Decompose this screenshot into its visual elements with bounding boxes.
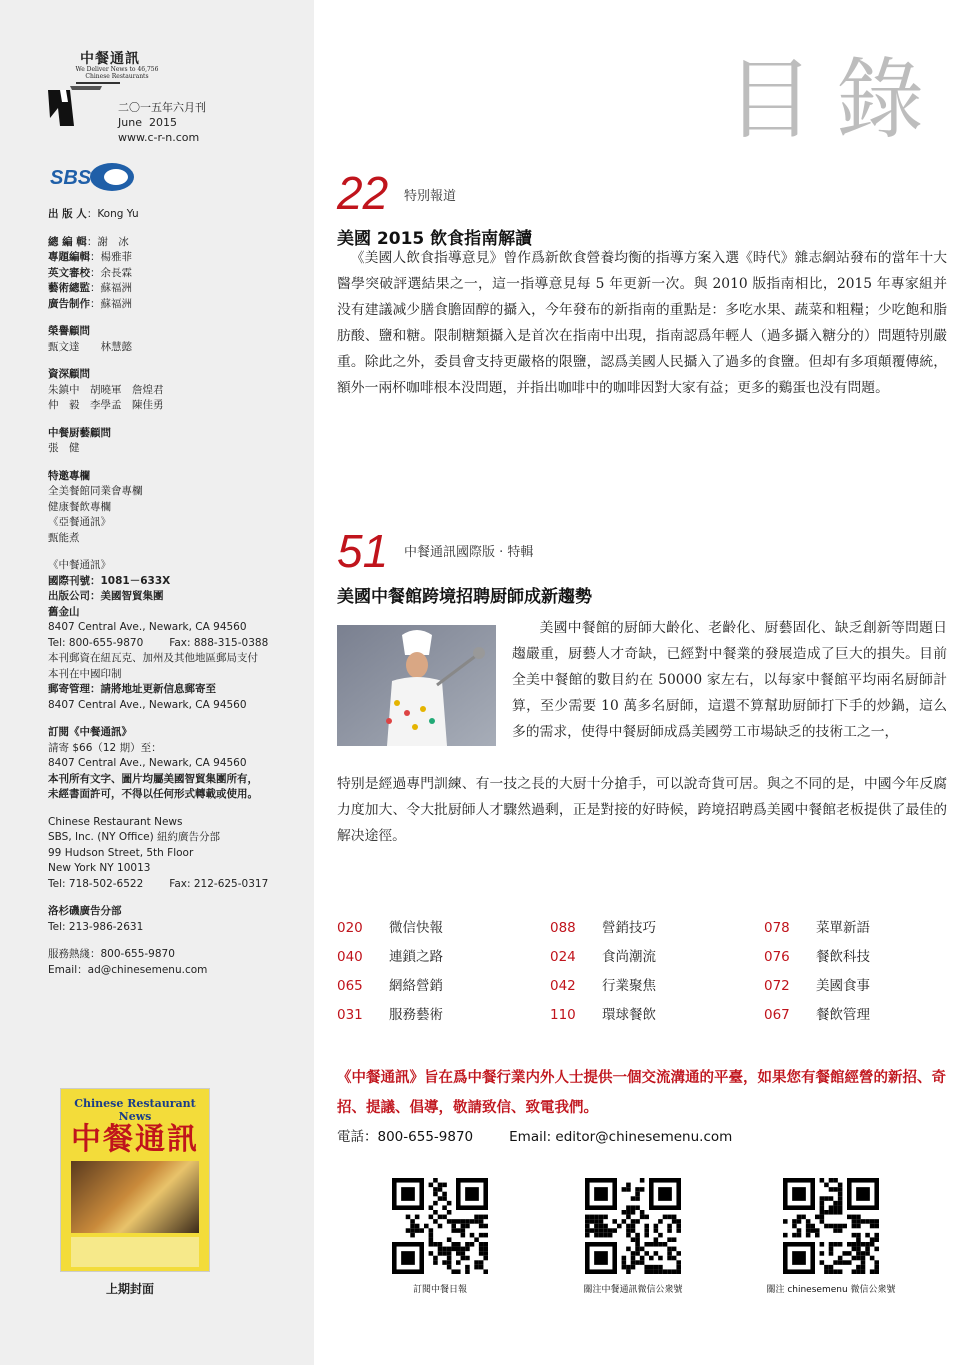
toc-entry[interactable] [550, 945, 656, 965]
toc-label: 美國食事 [816, 978, 870, 994]
qr-caption: 關注中餐通訊微信公衆號 [583, 1285, 683, 1295]
subscription-title: 訂閱《中餐通訊》 [48, 726, 132, 738]
qr-block-2 [585, 1178, 703, 1295]
toc-label: 服務藝術 [389, 1007, 443, 1023]
senior-names-2: 仲 毅 李學孟 陳佳勇 [48, 399, 164, 411]
toc-page-number: 042 [550, 978, 576, 994]
column-item: 甄能煮 [48, 531, 80, 544]
qr-block-1 [392, 1178, 488, 1295]
toc-label: 餐飲科技 [816, 949, 870, 965]
publisher-row: 出 版 人：Kong Yu [48, 208, 139, 220]
column-item: 健康餐飲專欄 [48, 500, 111, 513]
toc-page-number: 072 [764, 978, 790, 994]
print-note: 本刊在中國印制 [48, 667, 122, 680]
column-item: 《亞餐通訊》 [48, 516, 111, 528]
previous-cover-caption: 上期封面 [106, 1282, 155, 1296]
toc-page-number: 031 [337, 1007, 363, 1023]
qr-caption: 關注 chinesemenu 微信公衆號 [766, 1285, 896, 1295]
issue-date-en [118, 115, 206, 130]
magazine-logo-title: 中餐通訊 [80, 51, 140, 67]
staff-row: 英文審校：余長霖 [48, 266, 132, 279]
toc-entry[interactable] [764, 945, 870, 965]
magazine-name: 《中餐通訊》 [48, 559, 111, 571]
la-title: 洛杉磯廣告分部 [48, 905, 122, 917]
chef-title: 中餐厨藝顧問 [48, 426, 111, 439]
logo-tagline-2: Chinese Restaurants [85, 73, 149, 80]
article2-page-number[interactable]: 51 [337, 525, 389, 577]
article1-title[interactable]: 美國 2015 飲食指南解讀 [337, 229, 533, 249]
article1-page-number[interactable]: 22 [337, 167, 389, 219]
toc-label: 環球餐飲 [602, 1007, 656, 1023]
staff-role: 總 編 輯 [48, 235, 87, 248]
toc-entry[interactable] [550, 916, 656, 936]
contact-email[interactable]: Email: editor@chinesemenu.com [509, 1129, 733, 1145]
issue-date-cn: 二〇一五年六月刊 [118, 101, 206, 114]
toc-label: 行業聚焦 [602, 978, 656, 994]
article1-section: 特別報道 [404, 189, 457, 204]
la-tel: Tel: 213-986-2631 [48, 920, 144, 933]
staff-name: 謝 冰 [97, 235, 129, 248]
toc-entry[interactable] [550, 1003, 656, 1023]
cover-title-cn: 中餐通訊 [71, 1122, 199, 1157]
article2-section: 中餐通訊國際版 · 特輯 [404, 545, 534, 560]
subscription-info [48, 725, 268, 803]
service-contact [48, 947, 268, 978]
honorary-names: 甄文達 林慧懿 [48, 340, 132, 353]
ny-tel: Tel: 718-502-6522 [48, 877, 144, 890]
toc-page-number: 078 [764, 920, 790, 936]
honorary-title: 榮譽顧問 [48, 325, 90, 337]
logo-tagline-1: We Deliver News to 46,756 [75, 66, 159, 73]
mail-label: 郵寄管理：請將地址更新信息郵寄至 [48, 683, 216, 695]
issue-info [118, 100, 206, 145]
toc-entry[interactable] [337, 916, 443, 936]
cover-photo [71, 1161, 199, 1233]
toc-label: 食尚潮流 [602, 949, 656, 965]
qr-block-3 [766, 1178, 916, 1295]
toc-label: 網絡營銷 [389, 978, 443, 994]
toc-label: 菜單新語 [816, 920, 870, 936]
issn: 國際刊號：1081－633X [48, 574, 171, 587]
staff-role: 專題編輯 [48, 251, 90, 263]
article2-body-side: 美國中餐館的厨師大齡化、老齡化、厨藝固化、缺乏創新等問題日趨嚴重，厨藝人才奇缺，已經對中餐業的發展造成了巨大的損失。目前全美中餐館的數目約在 50000 家左右，以每家中餐館平均兩名厨師計算，至少需要 10 萬多名厨師，這還不算幫助厨師打下手的炒鍋，這么多的需求，使得中餐厨師成爲美國勞工市場缺乏的技術工之一， [512, 620, 947, 740]
cover-title-en: Chinese Restaurant News [61, 1089, 209, 1123]
qr-code-icon[interactable] [585, 1178, 681, 1274]
toc-entry[interactable] [337, 974, 443, 994]
staff-list [48, 235, 268, 313]
publication-info [48, 558, 268, 713]
subscription-address: 8407 Central Ave., Newark, CA 94560 [48, 757, 247, 769]
toc-entry[interactable] [337, 1003, 443, 1023]
toc-page-number: 065 [337, 978, 363, 994]
sf-title: 舊金山 [48, 605, 80, 618]
chef-advisor [48, 426, 268, 457]
issue-month: June [118, 116, 142, 129]
staff-row: 藝術總監：蘇福洲 [48, 282, 132, 294]
toc-page-number: 040 [337, 949, 363, 965]
toc-label: 連鎖之路 [389, 949, 443, 965]
copyright-2: 未經書面許可，不得以任何形式轉載或使用。 [48, 788, 258, 800]
columns-title: 特邀專欄 [48, 469, 90, 482]
staff-role: 藝術總監 [48, 282, 90, 294]
special-columns [48, 469, 268, 547]
copyright-1: 本刊所有文字、圖片均屬美國智貿集團所有， [48, 772, 258, 785]
toc-entry[interactable] [550, 974, 656, 994]
sf-fax: Fax: 888-315-0388 [169, 636, 269, 649]
staff-role: 廣告制作 [48, 297, 90, 310]
toc-page-number: 088 [550, 920, 576, 936]
toc-page-number: 076 [764, 949, 790, 965]
senior-title: 資深顧問 [48, 368, 90, 380]
publisher-company: 出版公司：美國智貿集團 [48, 590, 164, 602]
publisher-name: Kong Yu [97, 208, 139, 220]
staff-row: 總 編 輯：謝 冰 [48, 235, 129, 248]
hotline: 服務熱綫：800-655-9870 [48, 948, 175, 960]
toc-entry[interactable] [764, 916, 870, 936]
staff-name: 余長霖 [100, 266, 132, 279]
ny-phone-row [48, 877, 268, 893]
contact-row [337, 1125, 732, 1145]
toc-entry[interactable] [337, 945, 443, 965]
sbs-logo-text: SBS [50, 167, 92, 189]
ny-line: New York NY 10013 [48, 862, 151, 874]
article1-body: 《美國人飲食指導意見》曾作爲新飲食營養均衡的指導方案入選《時代》雜志網站發布的當年十大醫學突破評選結果之一，這一指導意見每 5 年更新一次。與 2010 版指南相比，2015 年專家組并没有建議减少膳食膽固醇的攝入，今年發布的新指南的重點是：多吃水果、蔬菜和粗糧；少吃飽和脂肪酸、鹽和糖。限制糖類攝入是首次在指南中出現，指南認爲年輕人（過多攝入糖分的）問題特別嚴重。除此之外，委員會支持更嚴格的限鹽，認爲美國人民攝入了過多的食鹽。但却有多項顛覆傳統，額外一兩杯咖啡根本没問題，并指出咖啡中的咖啡因對大家有益；更多的鷄蛋也没有問題。 [337, 250, 947, 396]
ny-office [48, 815, 268, 893]
qr-code-icon[interactable] [392, 1178, 488, 1274]
toc-label: 營銷技巧 [602, 920, 656, 936]
qr-caption: 訂閱中餐日報 [412, 1285, 467, 1295]
sf-phone-row [48, 636, 268, 652]
website-link[interactable]: www.c-r-n.com [118, 131, 200, 144]
qr-code-icon[interactable] [783, 1178, 879, 1274]
toc-entry[interactable] [764, 1003, 870, 1023]
sbs-logo-icon [48, 160, 138, 194]
senior-names-1: 朱鎮中 胡曉軍 詹煌君 [48, 383, 164, 396]
service-email[interactable]: Email：ad@chinesemenu.com [48, 963, 208, 976]
postage-note: 本刊郵資在紐瓦克、加州及其他地區郵局支付 [48, 652, 258, 664]
toc-label: 餐飲管理 [816, 1007, 870, 1023]
senior-advisors [48, 367, 268, 414]
page-title: 目錄 [725, 48, 946, 151]
ny-line: SBS, Inc. (NY Office) 紐約廣告分部 [48, 831, 221, 843]
honorary-advisors [48, 324, 268, 355]
previous-cover-image [60, 1088, 210, 1272]
staff-row: 廣告制作：蘇福洲 [48, 297, 132, 310]
toc-page-number: 024 [550, 949, 576, 965]
sf-address: 8407 Central Ave., Newark, CA 94560 [48, 621, 247, 633]
editorial-note: 《中餐通訊》旨在爲中餐行業内外人士提供一個交流溝通的平臺，如果您有餐館經營的新招、奇招、提議、倡導，敬請致信、致電我們。 [337, 1069, 946, 1116]
staff-row: 專題編輯：楊雅菲 [48, 251, 132, 263]
mail-address: 8407 Central Ave., Newark, CA 94560 [48, 698, 247, 711]
article2-body-tail: 特别是經過專門訓練、有一技之長的大厨十分搶手，可以說奇貨可居。與之不同的是，中國今年反腐力度加大、令大批厨師人才驟然過剩，正是對接的好時候，跨境招聘爲美國中餐館老板提供了最佳的解决途徑。 [337, 776, 947, 844]
ny-line: Chinese Restaurant News [48, 815, 183, 828]
toc-page-number: 110 [550, 1007, 576, 1023]
la-office [48, 904, 268, 935]
toc-entry[interactable] [764, 974, 870, 994]
article2-title[interactable]: 美國中餐館跨境招聘厨師成新趨勢 [337, 587, 592, 607]
chef-photo [337, 625, 496, 746]
sf-tel: Tel: 800-655-9870 [48, 636, 144, 649]
staff-name: 蘇福洲 [100, 282, 132, 294]
column-item: 全美餐館同業會專欄 [48, 485, 143, 497]
toc-label: 微信快報 [389, 920, 443, 936]
publisher-label: 出 版 人 [48, 208, 87, 220]
chef-name: 張 健 [48, 442, 80, 454]
staff-name: 楊雅菲 [100, 251, 132, 263]
staff-name: 蘇福洲 [100, 297, 132, 310]
cover-footer [71, 1237, 199, 1267]
waiter-logo-icon [40, 78, 120, 128]
contact-phone: 電話：800-655-9870 [337, 1129, 474, 1145]
ny-line: 99 Hudson Street, 5th Floor [48, 846, 194, 859]
subscription-price: 請寄 $66（12 期）至： [48, 741, 162, 754]
toc-page-number: 067 [764, 1007, 790, 1023]
toc-page-number: 020 [337, 920, 363, 936]
issue-year: 2015 [148, 116, 177, 129]
staff-role: 英文審校 [48, 266, 90, 279]
masthead [48, 207, 268, 990]
ny-fax: Fax: 212-625-0317 [169, 877, 269, 890]
